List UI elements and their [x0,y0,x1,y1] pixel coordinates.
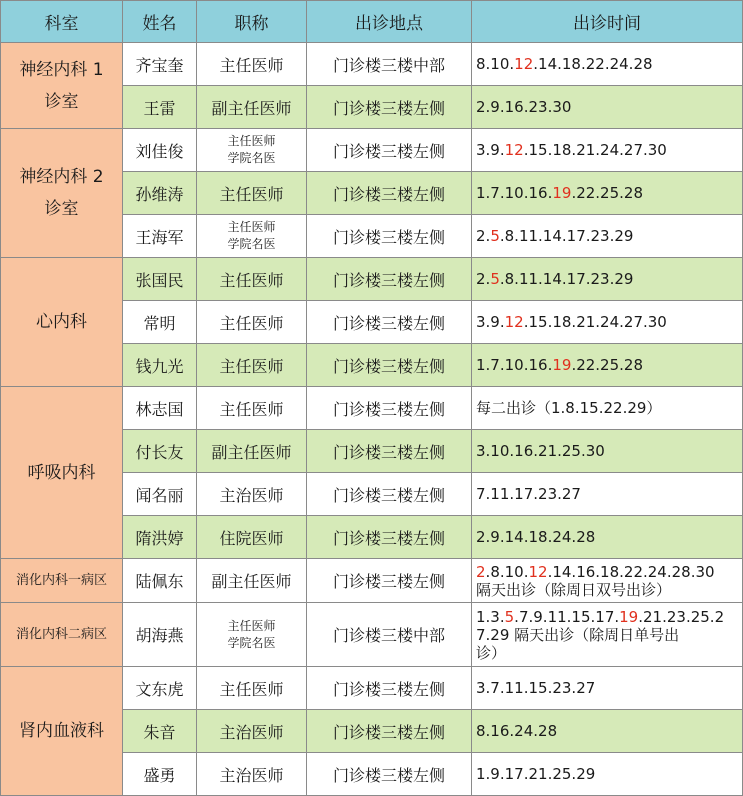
doctor-name: 隋洪婷 [123,516,197,559]
doctor-name: 刘佳俊 [123,129,197,172]
doctor-title [197,753,307,796]
highlighted-date: 5 [490,270,500,288]
times-line [476,485,738,503]
times-text: .8.11.14.17.23.29 [499,270,634,288]
header-location: 出诊地点 [307,1,472,43]
title-text: 主任医师 [219,55,284,75]
highlighted-date: 5 [504,607,515,626]
doctor-name: 胡海燕 [123,603,197,667]
times-text: 3.9. [476,313,505,331]
times-text: 1.7.10.16. [476,184,553,202]
times-line [476,608,738,626]
clinic-times [472,258,743,301]
department-label: 肾内血液科 [19,721,104,741]
doctor-title [197,559,307,603]
department-cell [1,43,123,129]
department-label: 心内科 [36,312,87,332]
times-text: 每二出诊（1.8.15.22.29） [476,399,662,417]
highlighted-date: 12 [514,55,534,73]
department-label: 诊室 [44,91,79,112]
clinic-location: 门诊楼三楼中部 [307,43,472,86]
clinic-times [472,43,743,86]
times-text: .15.18.21.24.27.30 [523,141,667,159]
times-line [476,227,738,245]
doctor-name: 林志国 [123,387,197,430]
department-label: 诊室 [44,199,79,219]
doctor-name: 文东虎 [123,667,197,710]
clinic-times [472,86,743,129]
department-cell [1,387,123,559]
title-text: 主治医师 [219,722,284,742]
highlighted-date: 5 [490,227,500,245]
times-line [476,581,738,599]
times-text: 3.7.11.15.23.27 [476,679,596,697]
clinic-times [472,559,743,603]
clinic-times [472,430,743,473]
clinic-times [472,516,743,559]
highlighted-date: 2 [476,562,486,581]
table-row [1,129,743,172]
title-text: 副主任医师 [211,98,292,118]
clinic-times [472,473,743,516]
doctor-title [197,172,307,215]
times-line [476,399,738,417]
times-line [476,722,738,740]
doctor-name: 王雷 [123,86,197,129]
title-text: 学院名医 [227,151,276,165]
times-text: 2.9.14.18.24.28 [476,528,596,546]
department-label: 神经内科 2 [19,167,104,187]
clinic-location: 门诊楼三楼中部 [307,603,472,667]
times-text: 1.7.10.16. [476,356,553,374]
clinic-location: 门诊楼三楼左侧 [307,430,472,473]
times-text: 7.11.17.23.27 [476,485,581,503]
clinic-location: 门诊楼三楼左侧 [307,258,472,301]
highlighted-date: 12 [504,141,524,159]
clinic-times [472,667,743,710]
title-text: 主任医师 [219,184,284,204]
times-line [476,765,738,783]
clinic-location: 门诊楼三楼左侧 [307,301,472,344]
table-row [1,43,743,86]
times-text: .14.18.22.24.28 [533,55,653,73]
title-text: 住院医师 [219,528,284,548]
title-text: 主任医师 [227,220,276,234]
times-line [476,528,738,546]
doctor-title [197,710,307,753]
times-line [476,563,738,581]
clinic-location: 门诊楼三楼左侧 [307,215,472,258]
highlighted-date: 19 [552,356,572,374]
header-title: 职称 [197,1,307,43]
clinic-location: 门诊楼三楼左侧 [307,387,472,430]
times-text: .22.25.28 [571,356,644,374]
times-text: .8.10. [485,562,529,581]
department-cell [1,129,123,258]
clinic-location: 门诊楼三楼左侧 [307,516,472,559]
doctor-name: 齐宝奎 [123,43,197,86]
clinic-location: 门诊楼三楼左侧 [307,753,472,796]
times-text: 2. [476,270,491,288]
times-line [476,270,738,288]
clinic-times [472,215,743,258]
clinic-location: 门诊楼三楼左侧 [307,172,472,215]
table-row [1,603,743,667]
clinic-location: 门诊楼三楼左侧 [307,86,472,129]
department-label: 消化内科一病区 [15,572,107,588]
times-line [476,356,738,374]
clinic-location: 门诊楼三楼左侧 [307,473,472,516]
times-text: .8.11.14.17.23.29 [499,227,634,245]
times-line [476,55,738,73]
doctor-title [197,430,307,473]
clinic-times [472,172,743,215]
times-text: .21.23.25.2 [638,607,725,626]
clinic-location: 门诊楼三楼左侧 [307,559,472,603]
table-row [1,559,743,603]
times-line [476,442,738,460]
doctor-title [197,258,307,301]
doctor-name: 盛勇 [123,753,197,796]
doctor-title [197,129,307,172]
table-row [1,667,743,710]
title-text: 学院名医 [227,635,276,650]
title-text: 主任医师 [227,134,276,148]
clinic-times [472,710,743,753]
clinic-times [472,603,743,667]
times-text: .22.25.28 [571,184,644,202]
doctor-name: 常明 [123,301,197,344]
doctor-title [197,43,307,86]
table-row [1,387,743,430]
department-cell [1,603,123,667]
times-line [476,679,738,697]
doctor-name: 王海军 [123,215,197,258]
times-line [476,313,738,331]
clinic-times [472,753,743,796]
title-text: 副主任医师 [211,572,292,591]
table-row [1,258,743,301]
clinic-location: 门诊楼三楼左侧 [307,667,472,710]
doctor-title [197,86,307,129]
times-line [476,184,738,202]
times-text: 8.10. [476,55,515,73]
times-text: .14.16.18.22.24.28.30 [547,562,715,581]
header-row [1,1,743,43]
times-text: 2.9.16.23.30 [476,98,572,116]
times-line [476,644,738,662]
header-times: 出诊时间 [472,1,743,43]
times-text: 3.9. [476,141,505,159]
schedule-body [1,43,743,796]
times-text: 1.9.17.21.25.29 [476,765,596,783]
clinic-times [472,387,743,430]
doctor-title [197,473,307,516]
title-text: 副主任医师 [211,442,292,462]
times-line [476,141,738,159]
title-text: 主治医师 [219,485,284,505]
times-text: .15.18.21.24.27.30 [523,313,667,331]
department-cell [1,258,123,387]
department-cell [1,667,123,796]
clinic-times [472,129,743,172]
doctor-title [197,344,307,387]
doctor-name: 张国民 [123,258,197,301]
highlighted-date: 12 [528,562,548,581]
times-line [476,98,738,116]
highlighted-date: 19 [619,607,639,626]
doctor-name: 孙维涛 [123,172,197,215]
title-text: 主任医师 [219,679,284,699]
doctor-name: 闻名丽 [123,473,197,516]
doctor-title [197,603,307,667]
doctor-name: 朱音 [123,710,197,753]
clinic-times [472,301,743,344]
times-text: 1.3. [476,607,505,626]
times-line [476,626,738,644]
title-text: 主任医师 [219,313,284,333]
title-text: 学院名医 [227,237,276,251]
clinic-location: 门诊楼三楼左侧 [307,344,472,387]
header-department: 科室 [1,1,123,43]
times-text: 隔天出诊（除周日双号出诊） [476,580,672,599]
title-text: 主治医师 [219,765,284,785]
doctor-title [197,667,307,710]
clinic-location: 门诊楼三楼左侧 [307,710,472,753]
doctor-title [197,301,307,344]
doctor-title [197,387,307,430]
times-text: 7.29 隔天出诊（除周日单号出 [476,625,680,644]
title-text: 主任医师 [219,270,284,290]
highlighted-date: 12 [504,313,524,331]
times-text: .7.9.11.15.17. [514,607,620,626]
department-label: 消化内科二病区 [15,626,107,642]
times-text: 诊） [476,643,507,662]
times-text: 8.16.24.28 [476,722,558,740]
title-text: 主任医师 [227,618,276,633]
highlighted-date: 19 [552,184,572,202]
header-name: 姓名 [123,1,197,43]
department-cell [1,559,123,603]
doctor-name: 付长友 [123,430,197,473]
title-text: 主任医师 [219,399,284,419]
clinic-location: 门诊楼三楼左侧 [307,129,472,172]
title-text: 主任医师 [219,356,284,376]
clinic-times [472,344,743,387]
times-text: 2. [476,227,491,245]
department-label: 神经内科 1 [19,59,104,80]
doctor-name: 陆佩东 [123,559,197,603]
doctor-title [197,215,307,258]
doctor-title [197,516,307,559]
doctor-name: 钱九光 [123,344,197,387]
department-label: 呼吸内科 [27,462,96,483]
times-text: 3.10.16.21.25.30 [476,442,605,460]
